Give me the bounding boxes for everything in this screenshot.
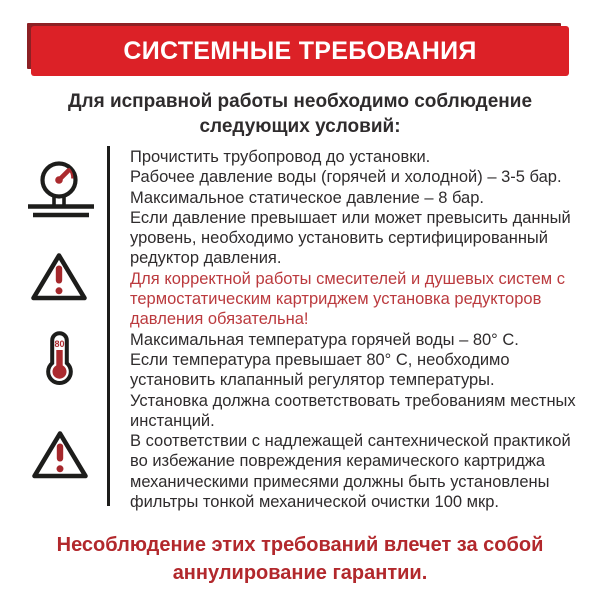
intro-line-1: Для исправной работы необходимо соблюдение [67,91,533,112]
requirement-item: Максимальное статическое давление – 8 бар. [130,188,484,207]
requirement-item: Если температура превышает 80° C, необходимо установить клапанный регулятор температуры. [130,350,510,390]
pressure-gauge-icon [25,159,97,221]
header-banner [31,26,569,76]
requirement-item-emphasized: Для корректной работы смесителей и душевых систем с термостатическим картриджем установка редукторов давления обязательна! [130,269,565,329]
thermometer-max-temp-label: 80 [54,339,65,349]
warranty-warning [0,531,600,587]
requirement-item: Установка должна соответствовать требованиям местных инстанций. [130,391,576,430]
requirements-list [130,147,586,512]
intro-text [0,89,600,139]
requirement-item: Прочистить трубопровод до установки. [130,148,431,166]
thermometer-icon [44,331,75,391]
requirement-item: В соответствии с надлежащей сантехнической практикой во избежание повреждения керамического картриджа механическими примесями должны быть установлены фильтры тонкой механической очистки 100 мкр. [130,432,571,512]
requirement-item: Если давление превышает или может превысить данный уровень, необходимо установить сертифицированный редуктор давления. [130,208,571,268]
vertical-divider [107,146,110,506]
requirement-item: Максимальная температура горячей воды – 80° C. [130,330,519,349]
warning-triangle-icon [31,429,89,481]
warranty-warning-line-2: аннулирование гарантии. [172,562,428,584]
intro-line-2: следующих условий: [199,116,401,137]
warning-triangle-icon [30,251,88,303]
requirement-item: Рабочее давление воды (горячей и холодной) – 3-5 бар. [130,168,562,187]
warranty-warning-line-1: Несоблюдение этих требований влечет за собой [56,534,544,556]
page-title: СИСТЕМНЫЕ ТРЕБОВАНИЯ [123,36,477,65]
